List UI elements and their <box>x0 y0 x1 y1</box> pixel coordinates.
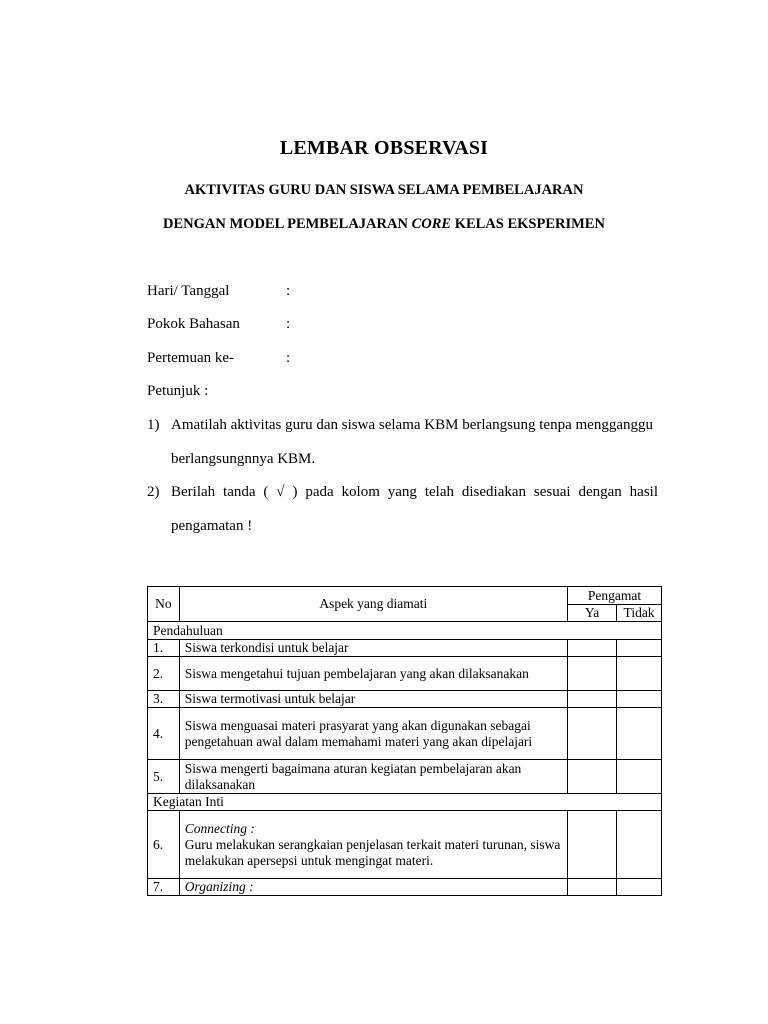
header-ya: Ya <box>567 605 616 622</box>
checkbox-cell-tidak[interactable] <box>617 657 662 691</box>
section-title: Kegiatan Inti <box>148 794 662 811</box>
row-number: 7. <box>148 879 180 896</box>
checkbox-cell-tidak[interactable] <box>617 879 662 896</box>
field-pokok-bahasan <box>147 316 290 333</box>
checkbox-cell-ya[interactable] <box>567 760 616 794</box>
checkbox-cell-tidak[interactable] <box>617 691 662 708</box>
instruction-text: berlangsungnnya KBM. <box>171 451 316 467</box>
section-title: Pendahuluan <box>148 622 662 640</box>
table-row <box>148 657 662 691</box>
subtitle-activities: AKTIVITAS GURU DAN SISWA SELAMA PEMBELAJARAN <box>184 182 584 198</box>
checkbox-cell-tidak[interactable] <box>617 811 662 879</box>
field-label: Hari/ Tanggal <box>147 283 230 299</box>
section-row-pendahuluan <box>148 622 662 640</box>
checkbox-cell-ya[interactable] <box>567 691 616 708</box>
checkbox-cell-ya[interactable] <box>567 640 616 657</box>
instruction-number: 1) <box>147 417 160 433</box>
row-aspect: Siswa terkondisi untuk belajar <box>179 640 567 657</box>
table-row <box>148 708 662 760</box>
row-aspect-heading: Connecting : <box>184 820 255 836</box>
row-aspect: Siswa mengerti bagaimana aturan kegiatan pembelajaran akan dilaksanakan <box>179 760 567 794</box>
header-aspek: Aspek yang diamati <box>179 587 567 622</box>
table-row <box>148 640 662 657</box>
row-number: 1. <box>148 640 180 657</box>
instruction-text: Berilah tanda ( √ ) pada kolom yang telah disediakan sesuai dengan hasil <box>171 484 658 500</box>
row-aspect-text: Guru melakukan serangkaian penjelasan terkait materi turunan, siswa melakukan apersepsi untuk mengingat materi. <box>184 836 561 868</box>
field-hari-tanggal <box>147 283 290 300</box>
checkbox-cell-tidak[interactable] <box>617 760 662 794</box>
checkbox-cell-ya[interactable] <box>567 708 616 760</box>
table-row <box>148 760 662 794</box>
instruction-text: pengamatan ! <box>171 518 253 534</box>
checkbox-cell-tidak[interactable] <box>617 640 662 657</box>
checkbox-cell-ya[interactable] <box>567 811 616 879</box>
row-aspect: Siswa mengetahui tujuan pembelajaran yang akan dilaksanakan <box>179 657 567 691</box>
field-separator: : <box>286 350 291 366</box>
header-tidak: Tidak <box>617 605 662 622</box>
table-row <box>148 879 662 896</box>
checkbox-cell-ya[interactable] <box>567 879 616 896</box>
row-aspect-heading: Organizing : <box>184 879 254 894</box>
row-number: 6. <box>148 811 180 879</box>
row-aspect: Siswa menguasai materi prasyarat yang akan digunakan sebagai pengetahuan awal dalam memahami materi yang akan dipelajari <box>179 708 567 760</box>
row-number: 5. <box>148 760 180 794</box>
table-row <box>148 811 662 879</box>
subtitle-model <box>0 216 768 233</box>
section-row-kegiatan-inti <box>148 794 662 811</box>
checkbox-cell-ya[interactable] <box>567 657 616 691</box>
field-separator: : <box>286 283 291 299</box>
petunjuk-label: Petunjuk : <box>147 383 209 399</box>
table-header-row <box>148 587 662 605</box>
row-aspect <box>179 879 567 896</box>
checkbox-cell-tidak[interactable] <box>617 708 662 760</box>
row-aspect: Siswa termotivasi untuk belajar <box>179 691 567 708</box>
instruction-text: Amatilah aktivitas guru dan siswa selama KBM berlangsung tenpa mengganggu <box>171 417 653 433</box>
row-number: 2. <box>148 657 180 691</box>
field-pertemuan <box>147 350 290 367</box>
subtitle-model-after: KELAS EKSPERIMEN <box>451 216 605 232</box>
row-aspect <box>179 811 567 879</box>
page-title: LEMBAR OBSERVASI <box>279 137 489 159</box>
table-row <box>148 691 662 708</box>
instruction-number: 2) <box>147 484 160 500</box>
observation-table <box>147 586 662 896</box>
field-label: Pokok Bahasan <box>147 316 240 332</box>
subtitle-model-italic: CORE <box>411 216 452 232</box>
header-pengamat: Pengamat <box>567 587 661 605</box>
field-separator: : <box>286 316 291 332</box>
field-label: Pertemuan ke- <box>147 350 235 366</box>
row-number: 3. <box>148 691 180 708</box>
row-number: 4. <box>148 708 180 760</box>
header-no: No <box>148 587 180 622</box>
subtitle-model-before: DENGAN MODEL PEMBELAJARAN <box>163 216 412 232</box>
